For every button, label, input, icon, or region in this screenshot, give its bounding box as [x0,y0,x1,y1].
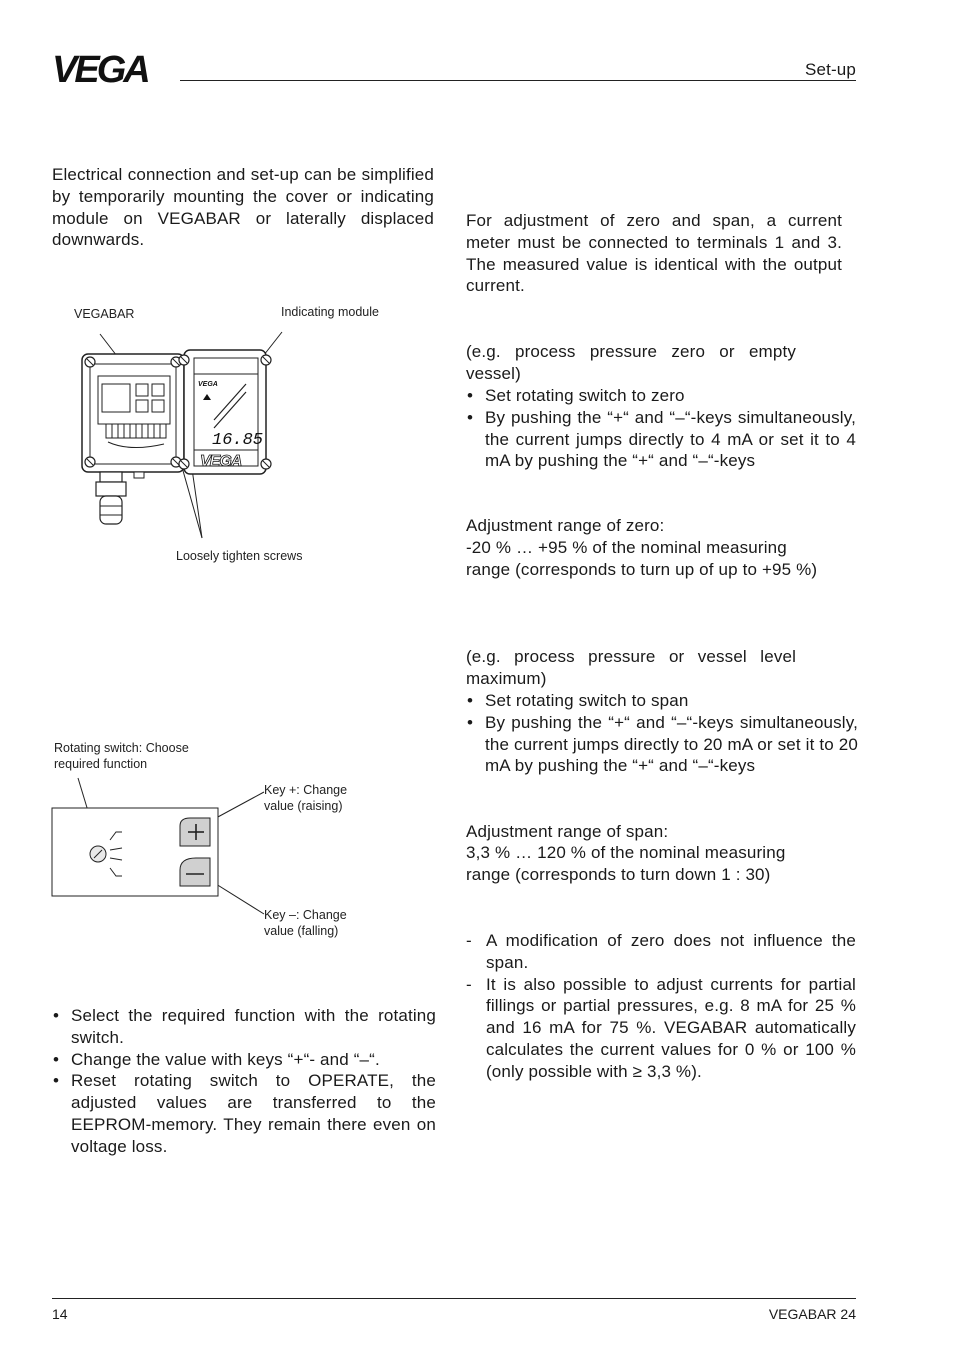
section-title: Set-up [805,60,856,79]
span-range-text: 3,3 % … 120 % of the nominal measuring range (corresponds to turn down 1 : 30) [466,843,786,884]
list-item: • By pushing the “+“ and “–“-keys simultaneously, the current jumps directly to 4 mA or set it to 4 mA by pushing the “+“ and “–“-keys [466,407,856,472]
label-rotating-switch: Rotating switch: Choose required function [54,741,189,771]
span-note: (e.g. process pressure or vessel level maximum) [466,647,796,688]
span-range-title: Adjustment range of span: [466,822,669,841]
list-item: - A modification of zero does not influence the span. [466,930,856,974]
keypad-figure [50,770,270,930]
logo-text: VEGA [52,49,148,91]
module-logo: VEGA [200,453,242,470]
footer-product: VEGABAR 24 [768,1306,856,1322]
list-item: • By pushing the “+“ and “–“-keys simultaneously, the current jumps directly to 20 mA or set it to 20 mA by pushing the “+“ and “–“-keys [466,712,858,777]
module-display-value: 16.85 [212,431,264,450]
list-item: • Change the value with keys “+“- and “–“. [52,1049,436,1071]
label-key-plus: Key +: Change value (raising) [264,783,348,813]
label-key-minus: Key –: Change value (falling) [264,908,347,938]
span-bullet-list [466,690,858,777]
left-intro: Electrical connection and set-up can be simplified by temporarily mounting the cover or indicating module on VEGABAR or laterally displaced downwards. [52,165,434,250]
zero-note: (e.g. process pressure zero or empty vessel) [466,342,796,383]
list-item: • Set rotating switch to zero [466,385,856,407]
label-loosely-tighten: Loosely tighten screws [176,549,303,563]
list-item: • Select the required function with the rotating switch. [52,1005,436,1049]
vegabar-figure [60,320,320,550]
zero-range-text: -20 % … +95 % of the nominal measuring range (corresponds to turn up of up to +95 %) [466,538,818,579]
notes-list [466,930,856,1083]
zero-range-title: Adjustment range of zero: [466,516,665,535]
module-small-logo: VEGA [198,381,218,388]
list-item: - It is also possible to adjust currents for partial fillings or partial pressures, e.g. 8 mA for 25 % and 16 mA for 75 %. VEGABAR automatically calculates the current values for 0 % or 100 % (only possible with ≥ 3,3 %). [466,974,856,1083]
vega-logo [52,49,170,91]
left-bullet-list [52,1005,436,1158]
label-indicating-module: Indicating module [281,305,379,319]
footer-rule [52,1298,856,1299]
page-number: 14 [52,1306,68,1322]
zero-bullet-list [466,385,856,472]
right-intro: For adjustment of zero and span, a current meter must be connected to terminals 1 and 3. The measured value is identical with the output current. [466,211,842,296]
label-vegabar: VEGABAR [74,307,135,321]
list-item: • Set rotating switch to span [466,690,858,712]
list-item: • Reset rotating switch to OPERATE, the adjusted values are transferred to the EEPROM-memory. They remain there even on voltage loss. [52,1070,436,1157]
